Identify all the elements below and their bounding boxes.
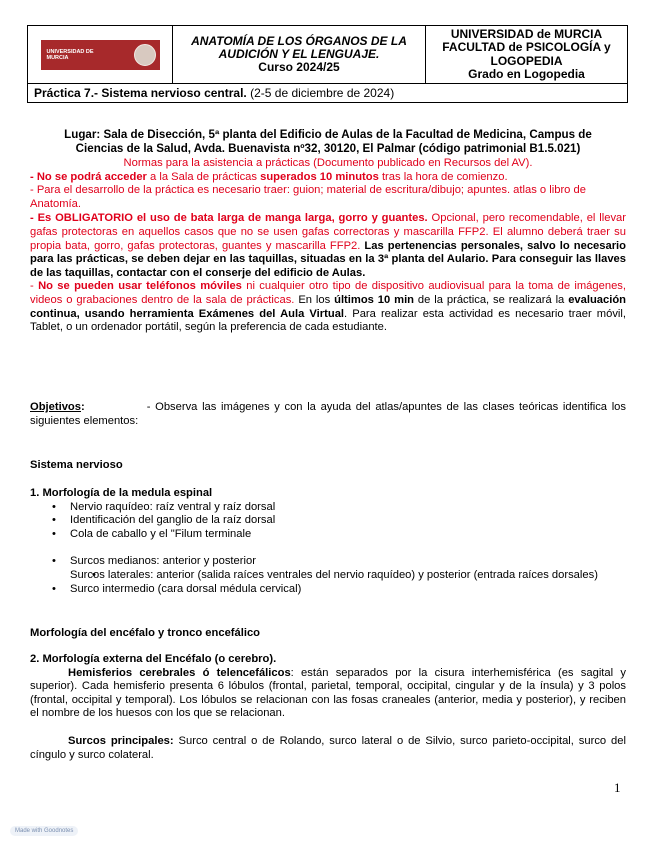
course-title-line2: AUDICIÓN Y EL LENGUAJE. [218,47,380,61]
course-title-cell [173,26,426,84]
location-line1: Lugar: Sala de Disección, 5ª planta del Edificio de Aulas de la Facultad de Medicina, Campus de [64,128,592,141]
spinal-cord-block [30,487,626,596]
section-brain: Morfología del encéfalo y tronco encefálico [30,627,261,639]
practice-dates: (2-5 de diciembre de 2024) [250,86,395,100]
logo-cell [28,26,173,84]
list-item: • Surcos laterales: anterior (salida raíces ventrales del nervio raquídeo) y posterior (entrada raíces dorsales) [30,569,626,583]
goodnotes-watermark: Made with Goodnotes [10,826,78,836]
university-cell [426,26,628,84]
objectives-text: - Observa las imágenes y con la ayuda del atlas/apuntes de las clases teóricas identifica los siguientes elementos: [30,401,626,427]
objectives-label: Objetivos [30,401,81,413]
university-logo: UNIVERSIDAD DE MURCIA [41,40,160,70]
section-nervous-system: Sistema nervioso [30,459,123,471]
degree-name: Grado en Logopedia [468,67,585,81]
sulci-paragraph: Surcos principales: Surco central o de Rolando, surco lateral o de Silvio, surco parieto-occipital, surco del cíngulo y surco colateral. [30,734,626,761]
header-table [27,25,628,103]
spinal-heading: 1. Morfología de la medula espinal [30,487,213,499]
hemispheres-paragraph: Hemisferios cerebrales ó telencefálicos: están separados por la cisura interhemisférica (es sagital y superior). Cada hemisferio presenta 6 lóbulos (frontal, parietal, temporal, occipital, cingular y de la ínsula) y 3 polos (frontal, occipital y temporal). Los lóbulos se relacionan con las fosas craneales (anterior, media y posterior), y reciben el nombre de los huesos con los que se relacionan. [30,666,626,720]
list-item: • Nervio raquídeo: raíz ventral y raíz dorsal [30,501,626,515]
spinal-list-1 [30,501,626,542]
university-seal-icon [134,44,156,66]
rule-protective-gear: - Es OBLIGATORIO el uso de bata larga de manga larga, gorro y guantes. Opcional, pero recomendable, el llevar gafas protectoras en aquellos casos que no se usen gafas correctoras y mascarilla FFP2. El alumno deberá traer su propia bata, gorro, gafas protectoras, guantes y mascarilla FFP2. Las pertenencias personales, salvo lo necesario para las prácticas, se deben dejar en las taquillas, situadas en la 3ª planta del Aulario. Para conseguir las llaves de las taquillas, contactar con el conserje del edificio de Aulas. [30,212,626,279]
list-item: • Identificación del ganglio de la raíz dorsal [30,514,626,528]
rule-phones-evaluation: - No se pueden usar teléfonos móviles ni cualquier otro tipo de dispositivo audiovisual para la toma de imágenes, videos o grabaciones dentro de la sala de prácticas. En los últimos 10 min de la práctica, se realizará la evaluación continua, usando herramienta Exámenes del Aula Virtual. Para realizar esta actividad es necesario traer móvil, Tablet, o un ordenador portátil, según la preferencia de cada estudiante. [30,280,627,334]
list-item: • Surco intermedio (cara dorsal médula cervical) [30,583,626,597]
university-name: UNIVERSIDAD de MURCIA [450,26,603,41]
brain-heading: 2. Morfología externa del Encéfalo (o cerebro). [30,653,277,665]
course-title-line1: ANATOMÍA DE LOS ÓRGANOS DE LA [191,34,407,48]
list-item: • Cola de caballo y el "Filum terminale [30,528,626,542]
rules-title: Normas para la asistencia a prácticas (Documento publicado en Recursos del AV). [123,157,533,169]
rule-late-access: - No se podrá acceder a la Sala de prácticas superados 10 minutos tras la hora de comienzo. [30,170,508,183]
location-line2: Ciencias de la Salud, Avda. Buenavista nº32, 30120, El Palmar (código patrimonial B1.5.021) [75,141,581,155]
rules-block [30,157,626,335]
practice-title-cell [28,84,628,103]
practice-title: Práctica 7.- Sistema nervioso central. [34,86,247,100]
list-item: • Surcos medianos: anterior y posterior [30,555,626,569]
faculty-line1: FACULTAD de PSICOLOGÍA y [442,40,611,54]
rule-materials: - Para el desarrollo de la práctica es necesario traer: guion; material de escritura/dibujo; apuntes. atlas o libro de Anatomía. [30,184,586,210]
course-year: Curso 2024/25 [258,60,340,74]
objectives-block: Objetivos: - Observa las imágenes y con la ayuda del atlas/apuntes de las clases teóricas identifica los siguientes elementos: [30,401,626,427]
spinal-list-2 [30,555,626,596]
page-number: 1 [614,780,621,795]
faculty-line2: LOGOPEDIA [490,53,563,68]
location-block [30,128,626,155]
brain-block [30,653,626,762]
